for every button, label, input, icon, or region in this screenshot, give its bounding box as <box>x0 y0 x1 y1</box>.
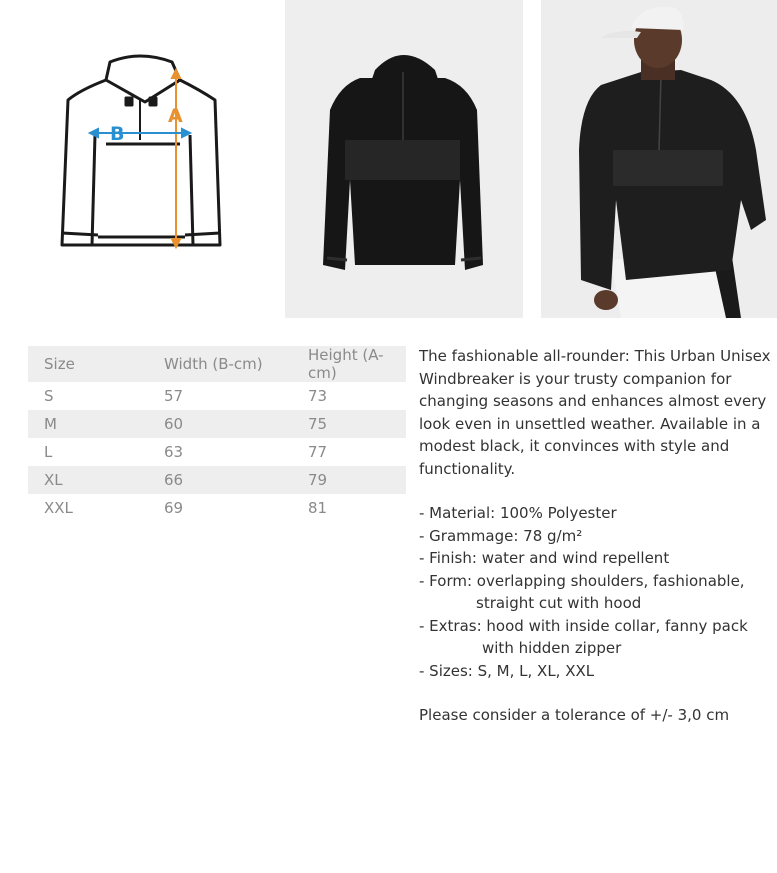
table-row <box>28 382 406 410</box>
label-b: B <box>110 123 125 145</box>
table-cell: 66 <box>164 471 184 489</box>
tolerance-note: Please consider a tolerance of +/- 3,0 cm <box>419 706 730 724</box>
table-row <box>28 438 406 466</box>
table-cell: 81 <box>308 499 328 517</box>
table-header-cell: Size <box>44 355 75 373</box>
label-a: A <box>168 105 183 127</box>
table-header-cell: Width (B-cm) <box>164 355 263 373</box>
size-diagram <box>40 40 245 265</box>
table-row <box>28 494 406 522</box>
spec-extras: - Extras: hood with inside collar, fanny pack <box>419 616 748 635</box>
table-cell: XXL <box>44 499 73 517</box>
description-intro: The fashionable all-rounder: This Urban Unisex Windbreaker is your trusty companion for changing seasons and enhances almost every look even in unsettled weather. Available in a modest black, it convinces with style and functionality. <box>419 347 771 478</box>
table-cell: 75 <box>308 415 328 433</box>
table-cell: 77 <box>308 443 328 461</box>
product-description <box>419 345 771 727</box>
table-cell: XL <box>44 471 63 489</box>
table-cell: 69 <box>164 499 184 517</box>
table-row <box>28 410 406 438</box>
table-cell: 60 <box>164 415 184 433</box>
table-cell: M <box>44 415 57 433</box>
table-cell: 57 <box>164 387 184 405</box>
table-cell: L <box>44 443 53 461</box>
spec-form-continued: straight cut with hood <box>476 594 642 612</box>
product-photo <box>285 0 523 318</box>
table-header-row <box>28 346 406 382</box>
spec-material: - Material: 100% Polyester <box>419 504 617 522</box>
table-cell: 73 <box>308 387 328 405</box>
spec-finish: - Finish: water and wind repellent <box>419 549 670 567</box>
spec-sizes: - Sizes: S, M, L, XL, XXL <box>419 661 595 680</box>
spec-grammage: - Grammage: 78 g/m² <box>419 526 583 545</box>
table-header-cell: Height (A-cm) <box>308 346 384 382</box>
table-cell: 79 <box>308 471 328 489</box>
table-cell: 63 <box>164 443 184 461</box>
table-row <box>28 466 406 494</box>
spec-form: - Form: overlapping shoulders, fashionable, <box>419 571 745 590</box>
size-table <box>28 346 406 522</box>
table-cell: S <box>44 387 54 405</box>
spec-extras-continued: with hidden zipper <box>482 639 622 657</box>
model-photo <box>541 0 777 318</box>
